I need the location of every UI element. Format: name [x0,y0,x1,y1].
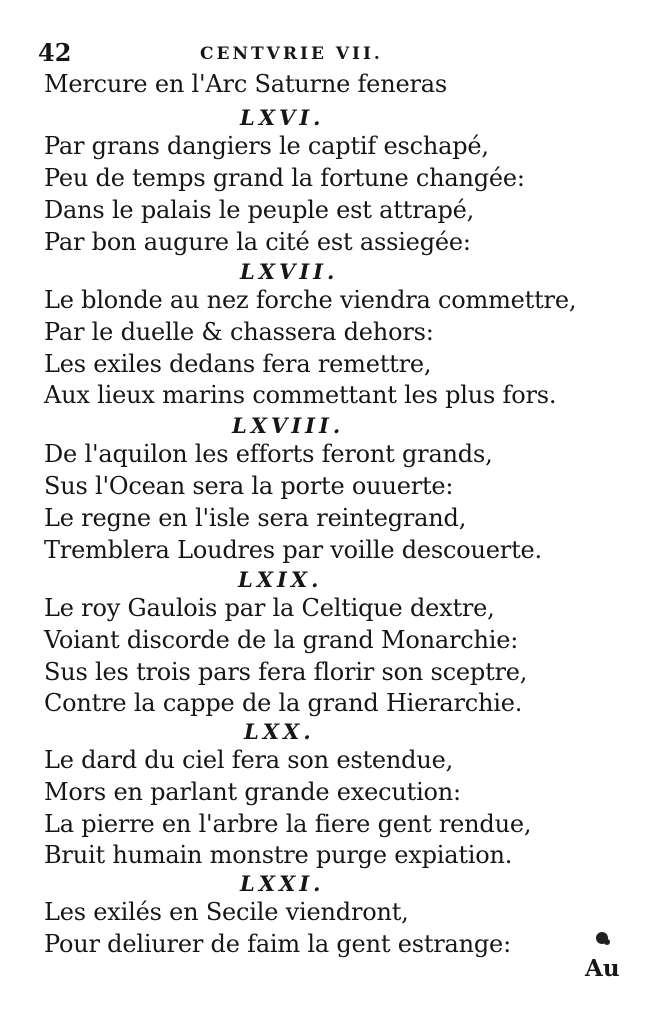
verse-line: Le dard du ciel fera son estendue, [44,746,454,774]
running-head: CENTVRIE VII. [200,44,383,64]
quatrain-heading: LXVIII. [232,413,345,438]
verse-line: Aux lieux marins commettant les plus fors. [44,381,557,409]
verse-line: Sus les trois pars fera florir son sceptre, [44,658,528,686]
verse-line: Sus l'Ocean sera la porte ouuerte: [44,472,454,500]
quatrain-heading: LXXI. [240,871,325,896]
quatrain-heading: LXVI. [240,105,325,130]
verse-line: Le regne en l'isle sera reintegrand, [44,504,467,532]
verse-line: Mors en parlant grande execution: [44,778,461,806]
page-header [38,38,508,68]
verse-line: Mercure en l'Arc Saturne feneras [44,70,447,98]
quatrain-heading: LXX. [244,719,315,744]
verse-line: Le roy Gaulois par la Celtique dextre, [44,594,495,622]
quatrain-heading: LXVII. [240,259,339,284]
verse-line: Les exilés en Secile viendront, [44,898,409,926]
catchword: Au [585,955,620,982]
verse-line: Les exiles dedans fera remettre, [44,350,432,378]
verse-line: Par le duelle & chassera dehors: [44,318,434,346]
ink-blot-mark [594,930,610,946]
verse-line: Voiant discorde de la grand Monarchie: [44,626,519,654]
verse-line: Bruit humain monstre purge expiation. [44,841,513,869]
verse-line: Pour deliurer de faim la gent estrange: [44,930,511,958]
quatrain-heading: LXIX. [238,567,323,592]
verse-line: Le blonde au nez forche viendra commettre, [44,286,577,314]
verse-line: Dans le palais le peuple est attrapé, [44,196,475,224]
verse-line: Par bon augure la cité est assiegée: [44,228,471,256]
verse-line: Par grans dangiers le captif eschapé, [44,132,489,160]
verse-line: Peu de temps grand la fortune changée: [44,164,525,192]
verse-line: La pierre en l'arbre la fiere gent rendue, [44,810,532,838]
verse-line: De l'aquilon les efforts feront grands, [44,440,493,468]
verse-line: Contre la cappe de la grand Hierarchie. [44,689,523,717]
verse-line: Tremblera Loudres par voille descouerte. [44,536,542,564]
page-number: 42 [38,38,72,67]
